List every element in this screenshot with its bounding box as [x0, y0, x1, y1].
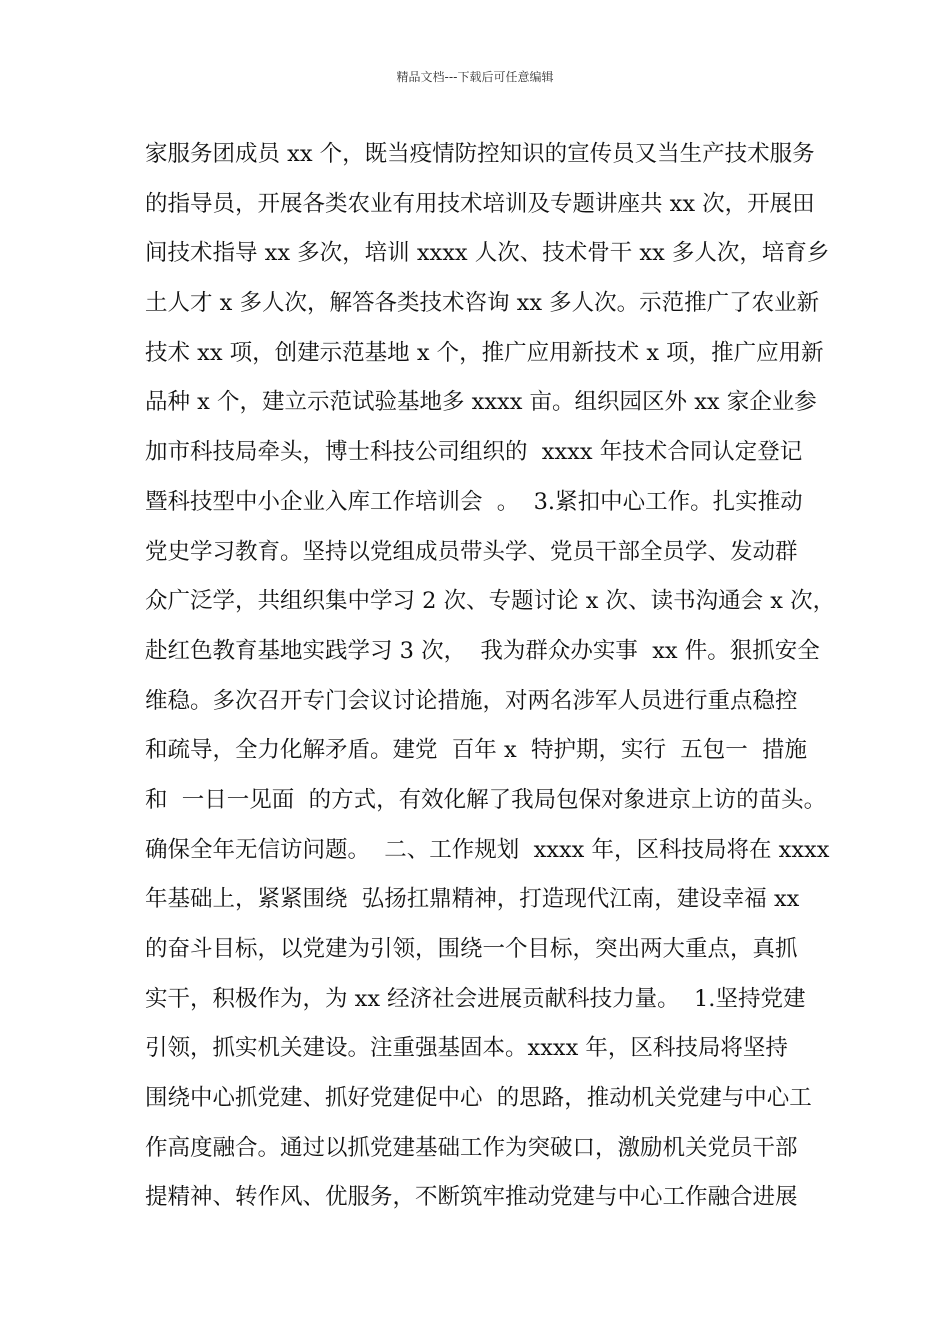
text-line: 品种 x 个，建立示范试验基地多 xxxx 亩。组织园区外 xx 家企业参	[145, 389, 817, 416]
text-line: 众广泛学，共组织集中学习 2 次、专题讨论 x 次、读书沟通会 x 次，	[145, 588, 836, 615]
text-line: 维稳。多次召开专门会议讨论措施，对两名涉军人员进行重点稳控	[145, 687, 798, 714]
text-line: 引领，抓实机关建设。注重强基固本。xxxx 年，区科技局将坚持	[145, 1035, 788, 1062]
text-line: 赴红色教育基地实践学习 3 次， 我为群众办实事 xx 件。狠抓安全	[145, 637, 820, 664]
page-header: 精品文档---下载后可任意编辑	[396, 70, 554, 84]
text-line: 技术 xx 项，创建示范基地 x 个，推广应用新技术 x 项，推广应用新	[145, 339, 824, 366]
text-line: 土人才 x 多人次，解答各类技术咨询 xx 多人次。示范推广了农业新	[145, 290, 820, 317]
text-line: 间技术指导 xx 多次，培训 xxxx 人次、技术骨干 xx 多人次，培育乡	[145, 240, 830, 267]
text-line: 和疏导，全力化解矛盾。建党 百年 x 特护期，实行 五包一 措施	[145, 737, 808, 764]
text-line: 围绕中心抓党建、抓好党建促中心 的思路，推动机关党建与中心工	[145, 1085, 812, 1112]
text-line: 家服务团成员 xx 个，既当疫情防控知识的宣传员又当生产技术服务	[145, 141, 815, 167]
text-line: 实干，积极作为，为 xx 经济社会进展贡献科技力量。 1.坚持党建	[145, 985, 806, 1012]
text-line: 加市科技局牵头，博士科技公司组织的 xxxx 年技术合同认定登记	[145, 439, 803, 466]
body-text	[145, 130, 836, 1223]
text-line: 作高度融合。通过以抓党建基础工作为突破口，激励机关党员干部	[145, 1134, 798, 1161]
text-line: 和 一日一见面 的方式，有效化解了我局包保对象进京上访的苗头。	[145, 786, 827, 813]
text-line: 年基础上，紧紧围绕 弘扬扛鼎精神，打造现代江南，建设幸福 xx	[145, 886, 800, 913]
text-line: 党史学习教育。坚持以党组成员带头学、党员干部全员学、发动群	[145, 538, 798, 565]
text-line: 确保全年无信访问题。 二、工作规划 xxxx 年，区科技局将在 xxxx	[145, 836, 830, 863]
text-line: 的指导员，开展各类农业有用技术培训及专题讲座共 xx 次，开展田	[145, 190, 815, 217]
text-line: 提精神、转作风、优服务，不断筑牢推动党建与中心工作融合进展	[145, 1184, 798, 1211]
text-line: 的奋斗目标，以党建为引领，围绕一个目标，突出两大重点，真抓	[145, 936, 798, 962]
text-line: 暨科技型中小企业入库工作培训会 。 3.紧扣中心工作。扎实推动	[145, 488, 803, 515]
